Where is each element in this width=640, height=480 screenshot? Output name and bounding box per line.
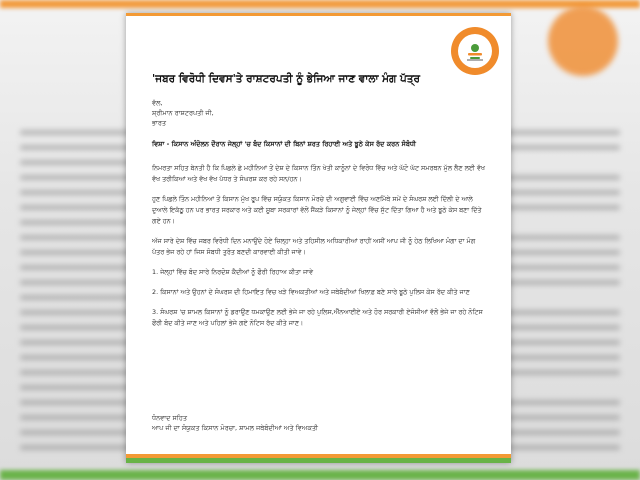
demand-item: 2. ਕਿਸਾਨਾਂ ਅਤੇ ਉਹਨਾਂ ਦੇ ਸੰਘਰਸ਼ ਦੀ ਹਿਮਾਇਤ ਵਿਚ ਖੜੇ ਵਿਅਕਤੀਆਂ ਅਤੇ ਜਥੇਬੰਦੀਆਂ ਖਿਲਾਫ਼ ਬਣੇ ਸਾਰੇ ਝੂਠੇ ਪੁਲਿਸ ਕੇਸ ਰੱਦ ਕੀਤੇ ਜਾਣ xyxy=(152,288,470,296)
background-saffron-stripe xyxy=(0,0,640,8)
address-line: ਸ਼੍ਰੀਮਾਨ ਰਾਸ਼ਟਰਪਤੀ ਜੀ, xyxy=(152,109,214,117)
address-line: ਭਾਰਤ xyxy=(152,119,167,127)
address-line: ਵੱਲ, xyxy=(152,99,163,107)
letter-title: 'ਜਬਰ ਵਿਰੋਧੀ ਦਿਵਸ'ਤੇ ਰਾਸ਼ਟਰਪਤੀ ਨੂੰ ਭੇਜਿਆ ਜਾਣ ਵਾਲਾ ਮੰਗ ਪੱਤ੍ਰ xyxy=(152,73,421,85)
organization-emblem-icon xyxy=(451,27,499,75)
demand-item: 3. ਸੰਘਰਸ਼ 'ਚ ਸ਼ਾਮਲ ਕਿਸਾਨਾਂ ਨੂੰ ਡਰਾਉਣ ਧਮਕਾਉਣ ਲਈ ਭੇਜੇ ਜਾ ਰਹੇ ਪੁਲਿਸ,ਐੱਨਆਈਏ ਅਤੇ ਹੋਰ ਸਰਕਾਰੀ ਏਜੰਸੀਆਂ ਵੱਲੋਂ ਭੇਜੇ ਜਾ ਰਹੇ ਨੋਟਿਸ ਫੌਰੀ ਬੰਦ ਕੀਤੇ ਜਾਣ ਅਤੇ ਪਹਿਲਾਂ ਭੇਜੇ ਗਏ ਨੋਟਿਸ ਰੱਦ ਕੀਤੇ ਜਾਣ। xyxy=(152,308,483,327)
page-bottom-band xyxy=(126,458,511,463)
closing-line: ਆਪ ਜੀ ਦਾ ਸੰਯੁਕਤ ਕਿਸਾਨ ਮੋਰਚਾ, ਸ਼ਾਮਲ ਜਥੇਬੰਦੀਆਂ ਅਤੇ ਵਿਅਕਤੀ xyxy=(152,424,318,432)
letter-subject: ਵਿਸ਼ਾ - ਕਿਸਾਨ ਅੰਦੋਲਨ ਦੌਰਾਨ ਜੇਲ੍ਹਾਂ 'ਚ ਬੰਦ ਕਿਸਾਨਾਂ ਦੀ ਬਿਨਾਂ ਸ਼ਰਤ ਰਿਹਾਈ ਅਤੇ ਝੂਠੇ ਕੇਸ ਰੱਦ ਕਰਨ ਸੰਬੰਧੀ xyxy=(152,140,416,148)
closing-line: ਧੰਨਵਾਦ ਸਹਿਤ xyxy=(152,414,188,422)
farmer-emblem-icon xyxy=(462,38,488,64)
page-top-band xyxy=(126,13,511,16)
letter-body xyxy=(152,73,485,338)
background-green-stripe xyxy=(0,470,640,480)
paragraph: ਅੱਜ ਸਾਰੇ ਦੇਸ਼ ਵਿੱਚ ਜਬਰ ਵਿਰੋਧੀ ਦਿਨ ਮਨਾਉਂਦੇ ਹੋਏ ਜ਼ਿਲ੍ਹਾ ਅਤੇ ਤਹਿਸੀਲ ਅਧਿਕਾਰੀਆਂ ਰਾਹੀਂ ਅਸੀਂ ਆਪ ਜੀ ਨੂੰ ਹੇਠ ਲਿਖਿਆ ਮੰਗਾ ਦਾ ਮੰਗ ਪੱਤਰ ਭੇਜ ਰਹੇ ਹਾਂ ਜਿਸ ਸੰਬਧੀ ਤੁਰੰਤ ਬਣਦੀ ਕਾਰਵਾਈ ਕੀਤੀ ਜਾਵੇ। xyxy=(152,237,476,256)
letter-page xyxy=(126,13,511,463)
paragraph: ਨਿਮਰਤਾ ਸਹਿਤ ਬੇਨਤੀ ਹੈ ਕਿ ਪਿਛਲੇ ਛੇ ਮਹੀਨਿਆਂ ਤੋਂ ਦੇਸ਼ ਦੇ ਕਿਸਾਨ ਤਿੰਨ ਖੇਤੀ ਕਾਨੂੰਨਾਂ ਦੇ ਵਿਰੋਧ ਵਿੱਚ ਅਤੇ ਘੱਟੋ ਘੱਟ ਸਮਰਥਨ ਮੁੱਲ ਲੈਣ ਲਈ ਵੱਖ ਵੱਖ ਤਰੀਕਿਆਂ ਅਤੇ ਵੱਖ ਵੱਖ ਪੱਧਰ ਤੇ ਸੰਘਰਸ਼ ਕਰ ਰਹੇ ਸਨ/ਹਨ। xyxy=(152,164,485,183)
paragraph: ਹੁਣ ਪਿਛਲੇ ਤਿੰਨ ਮਹੀਨਿਆਂ ਤੋਂ ਕਿਸਾਨ ਮੁੱਖ ਰੂਪ ਵਿੱਚ ਸਯੁੰਕਤ ਕਿਸਾਨ ਮੋਰਚੇ ਦੀ ਅਗੁਵਾਈ ਵਿੱਚ ਅਣਮਿੱਥੇ ਸਮੇਂ ਦੇ ਸੰਘਰਸ਼ ਲਈ ਦਿੱਲੀ ਦੇ ਆਲੇ ਦੁਆਲੇ ਇਕੱਠੂ ਹਨ ਪਰ ਭਾਰਤ ਸਰਕਾਰ ਅਤੇ ਕਈ ਸੂਬਾ ਸਰਕਾਰਾਂ ਵੱਲੋਂ ਸੈਂਕੜੇ ਕਿਸਾਨਾਂ ਨੂੰ ਜੇਲ੍ਹਾਂ ਵਿੱਚ ਸੁੱਟ ਦਿੱਤਾ ਗਿਆ ਹੈ ਅਤੇ ਝੂਠੇ ਕੇਸ ਬਣਾ ਦਿੱਤੇ ਗਏ ਹਨ। xyxy=(152,195,482,225)
demand-item: 1. ਜੇਲ੍ਹਾਂ ਵਿੱਚ ਬੰਦ ਸਾਰੇ ਨਿਰਦੋਸ਼ ਕੈਦੀਆਂ ਨੂੰ ਫੌਰੀ ਰਿਹਾਅ ਕੀਤਾ ਜਾਵੇ xyxy=(152,268,313,276)
emblem-center xyxy=(458,34,492,68)
background-logo-blur xyxy=(548,6,618,76)
closing-block xyxy=(152,413,318,433)
address-block xyxy=(152,98,485,128)
